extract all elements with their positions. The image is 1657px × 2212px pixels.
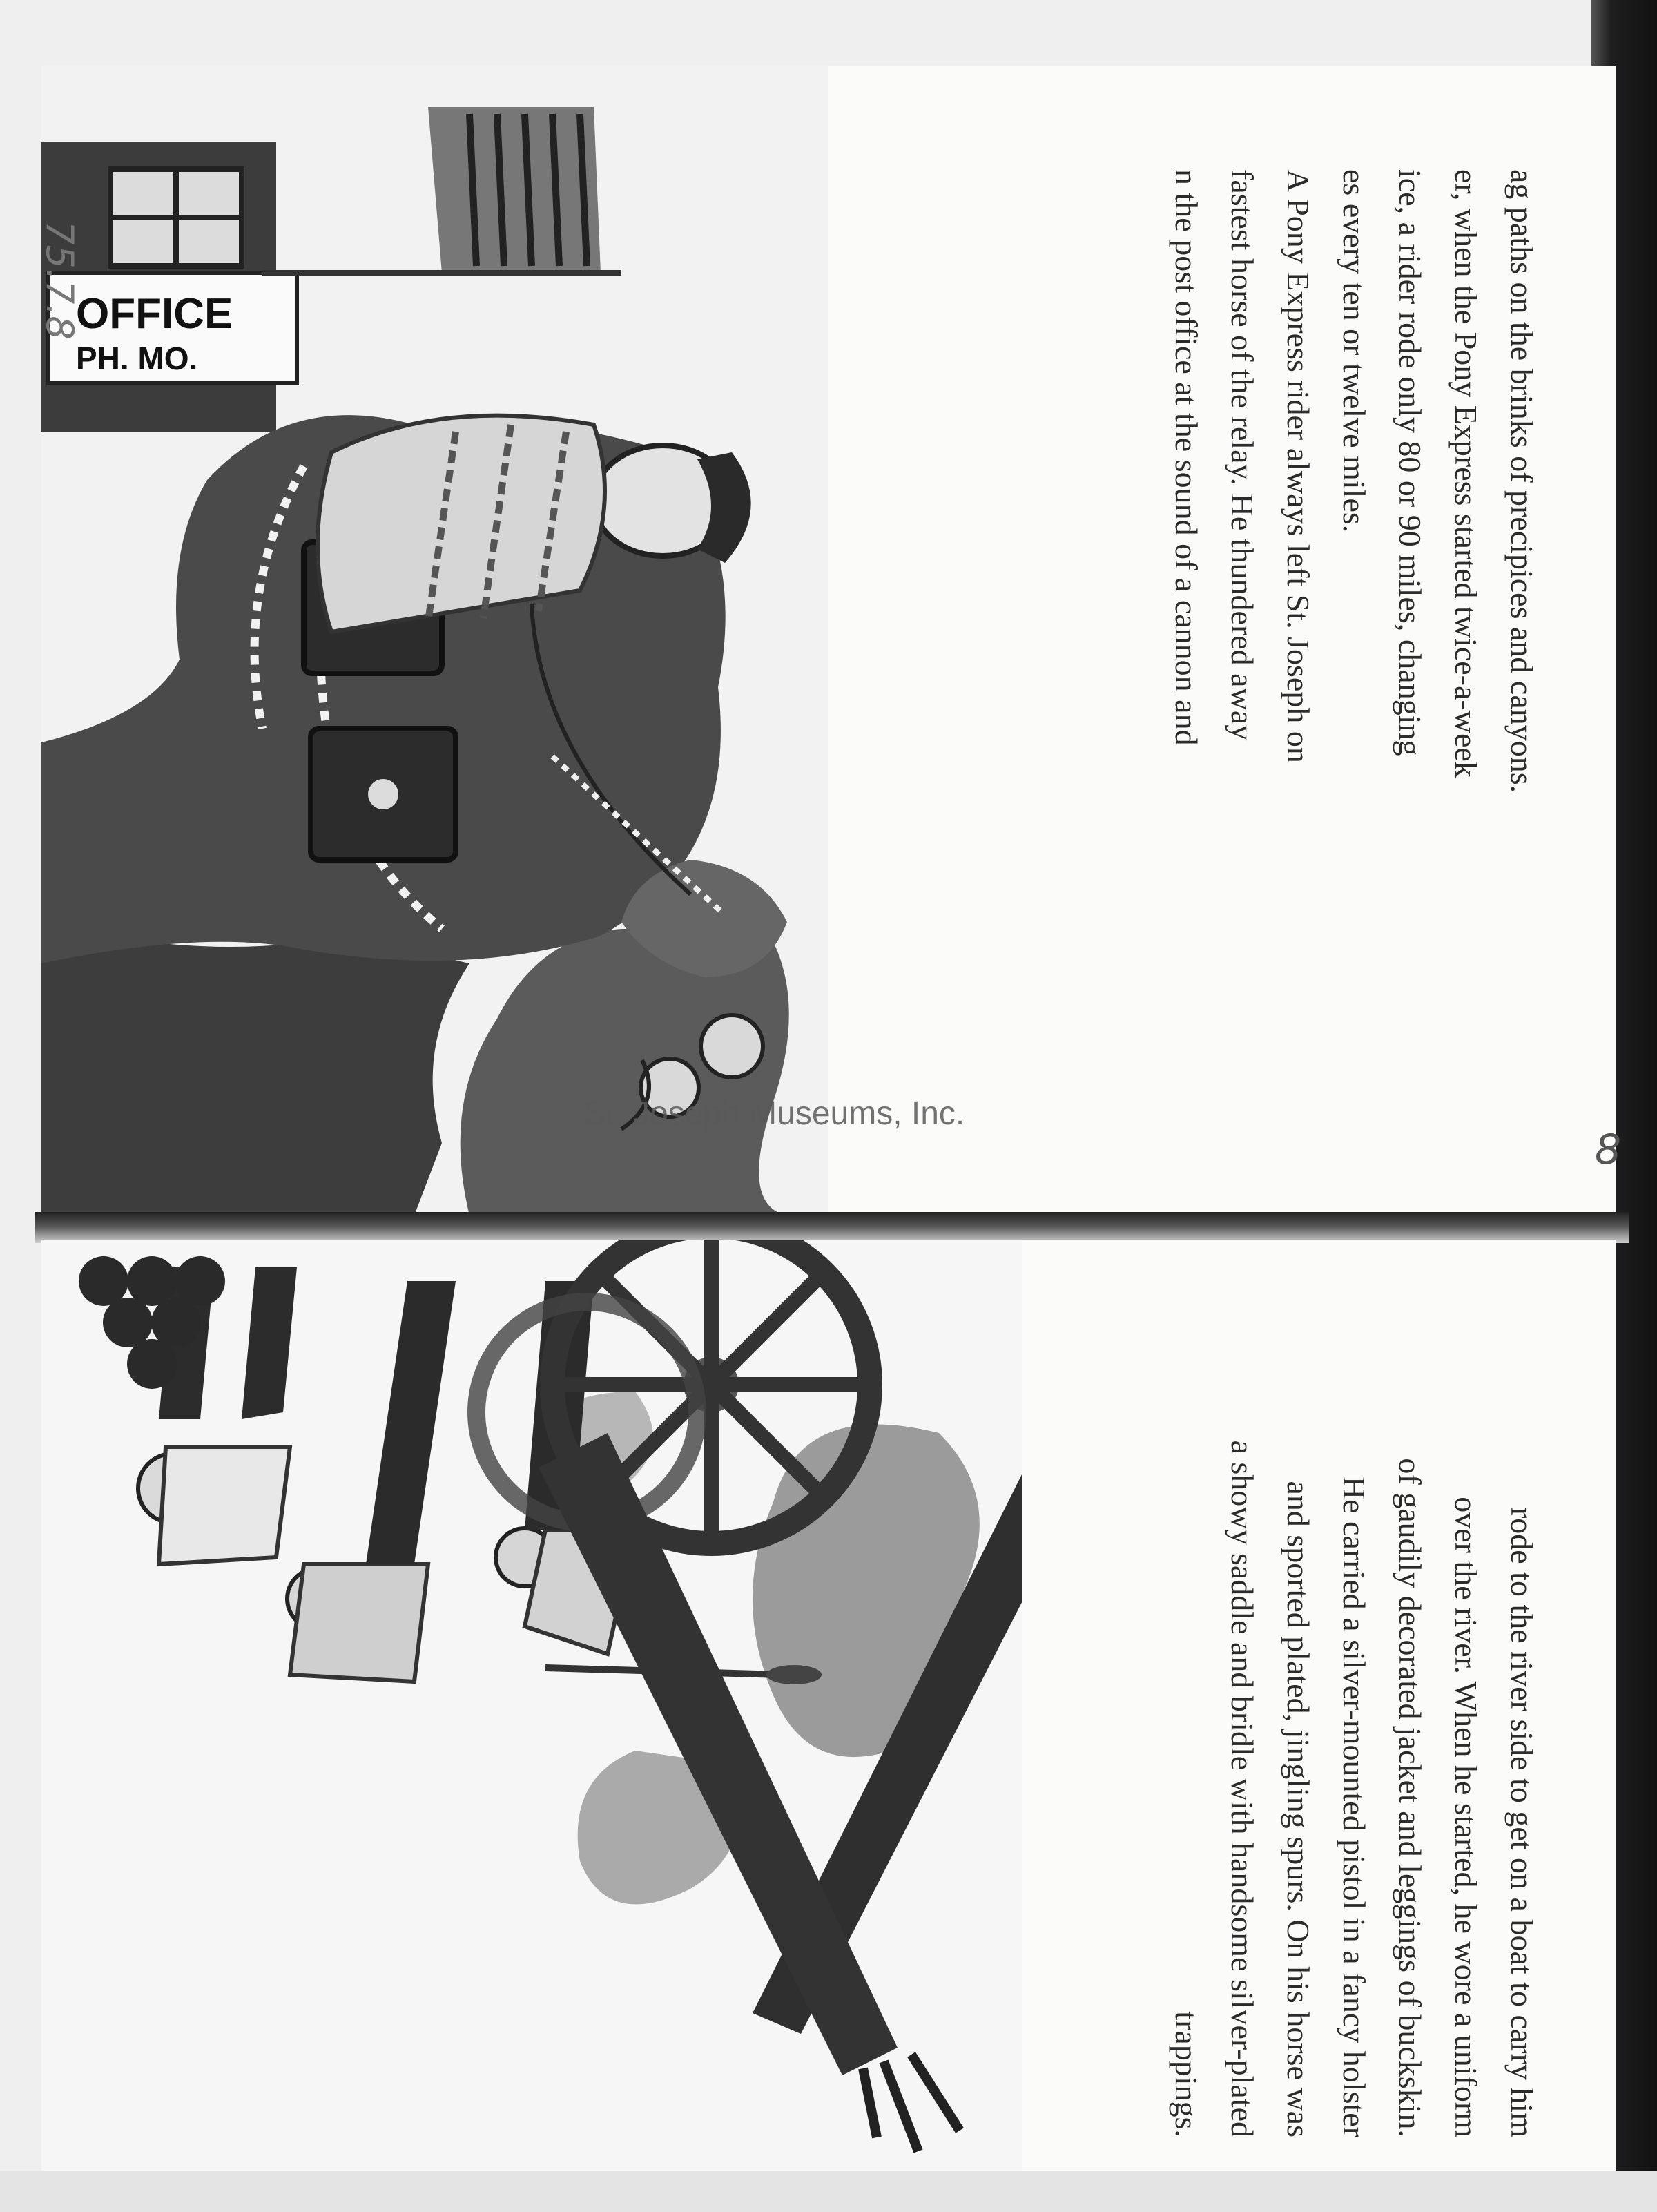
right-page-text [1159,1240,1550,2137]
text-line: over the river. When he started, he wore a uniform [1448,1497,1484,2137]
cannon-firing-illustration [41,1240,1022,2175]
post-office-sign-text: OFFICE [76,290,233,338]
text-line: a showy saddle and bridle with handsome silver-plated [1225,1440,1260,2137]
page-gutter [35,1212,1629,1243]
left-paragraph-1 [1326,169,1550,1150]
text-line: trappings. [1169,2011,1204,2137]
text-line: He carried a silver-mounted pistol in a fancy holster [1337,1476,1372,2137]
text-line: of gaudily decorated jacket and leggings of buckskin. [1393,1458,1428,2137]
right-paragraph-1 [1159,1240,1550,2137]
text-line: A Pony Express rider always left St. Joseph on [1281,169,1316,763]
post-office-sign-subtext: PH. MO. [76,340,198,376]
text-line: ag paths on the brinks of precipices and canyons. [1504,169,1540,794]
left-page [41,66,1616,1215]
text-line: fastest horse of the relay. He thundered away [1225,169,1260,741]
scanner-edge [0,2171,1657,2212]
text-line: n the post office at the sound of a cannon and [1169,169,1204,746]
right-page [41,1240,1616,2175]
left-paragraph-2 [1159,169,1326,1150]
text-line: es every ten or twelve miles. [1337,169,1372,533]
handwritten-catalog-number: 75.7.8 [38,221,81,340]
left-page-text [1159,169,1550,1150]
handwritten-page-number: 8 [1595,1126,1622,1174]
text-line: er, when the Pony Express started twice-a-week [1448,169,1484,778]
text-line: and sported plated, jingling spurs. On his horse was [1281,1481,1316,2137]
text-line: rode to the river side to get on a boat to carry him [1504,1507,1540,2137]
museum-watermark: St. Joseph Museums, Inc. [583,1095,965,1132]
pony-express-rider-illustration [41,66,828,1215]
text-line: ice, a rider rode only 80 or 90 miles, changing [1393,169,1428,756]
